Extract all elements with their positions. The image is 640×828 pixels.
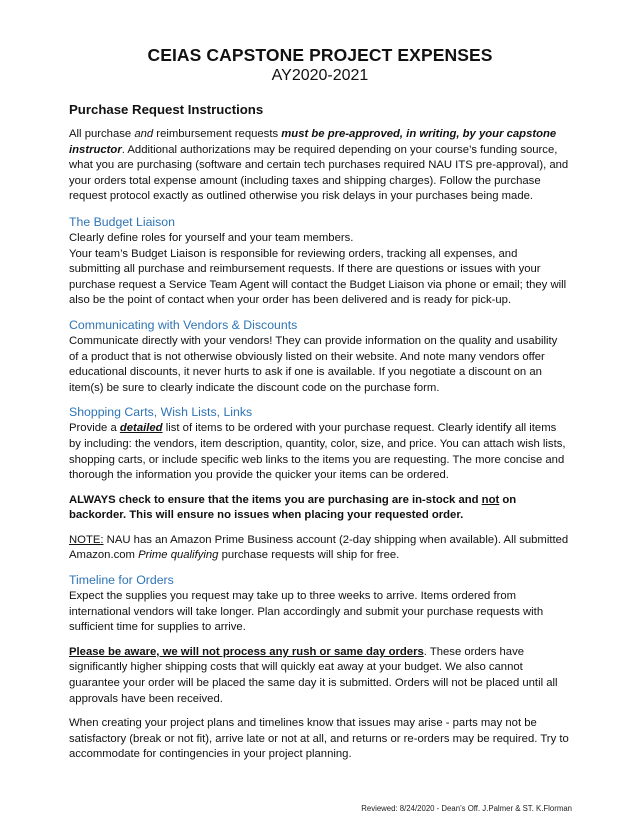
contingency-paragraph: When creating your project plans and timelines know that issues may arise - parts may not be satisfactory (break or not fit), arrive late or not at all, and returns or re-orders may be required. Try to accommodate for contingencies in your project planning.: [69, 717, 569, 761]
text-run: Provide a: [69, 422, 120, 435]
text-run: ALWAYS check to ensure that the items you are purchasing are in-stock and: [69, 493, 482, 506]
detailed-emphasis: detailed: [119, 422, 163, 435]
timeline-heading: Timeline for Orders: [69, 573, 174, 588]
timeline-paragraph: Expect the supplies you request may take up to three weeks to arrive. Items ordered from international vendors will take longer. Plan accordingly and submit your purchase requests with sufficient time for supplies to arrive.: [69, 590, 544, 634]
prime-emphasis: Prime qualifying: [138, 549, 219, 562]
pre-approval-emphasis: must be pre-approved, in writing, by your capstone instructor: [69, 128, 557, 156]
document-body: [69, 101, 569, 763]
text-run: . These orders have significantly higher shipping costs that will quickly eat away at your budget. We also cannot guarantee your order will be placed the same day it is submitted. Orders will not be placed until all approvals have been received.: [69, 645, 558, 705]
document-subtitle: AY2020-2021: [271, 67, 369, 84]
stock-warning-paragraph: [69, 493, 569, 524]
budget-liaison-paragraph: Your team’s Budget Liaison is responsible for reviewing orders, tracking all expenses, and submitting all purchase and reimbursement requests. If there are questions or issues with your purchase request a Service Team Agent will contact the Budget Liaison via phone or email; they will also be the point of contact when your order has been delivered and is ready for pick-up.: [69, 247, 567, 307]
text-run: . Additional authorizations may be required depending on your course’s funding source, what you are purchasing (software and certain tech purchases required NAU ITS pre-approval), and your orders total expense amount (including taxes and shipping charges). Follow the purchase request protocol exactly as outlined otherwise you risk delays in your purchases being made.: [69, 143, 569, 203]
review-footer: Reviewed: 8/24/2020 - Dean’s Off. J.Palmer & ST. K.Florman: [361, 804, 572, 813]
text-run: on backorder. This will ensure no issues when placing your requested order.: [69, 493, 517, 522]
shopping-paragraph: [69, 421, 569, 483]
text-run: NAU has an Amazon Prime Business account (2-day shipping when available). All submitted Amazon.com: [69, 533, 569, 562]
amazon-note-paragraph: [69, 533, 569, 564]
not-emphasis: not: [481, 493, 500, 506]
rush-orders-paragraph: [69, 645, 569, 707]
text-run: All purchase: [69, 128, 135, 140]
budget-liaison-heading: The Budget Liaison: [69, 214, 175, 229]
emphasis-and: and: [134, 128, 154, 140]
instructions-paragraph: [69, 127, 569, 205]
instructions-heading: Purchase Request Instructions: [69, 102, 264, 117]
document-title: CEIAS CAPSTONE PROJECT EXPENSES: [147, 45, 493, 65]
rush-orders-warning: Please be aware, we will not process any rush or same day orders: [69, 645, 424, 658]
vendors-heading: Communicating with Vendors & Discounts: [69, 317, 298, 332]
budget-liaison-line1: Clearly define roles for yourself and your team members.: [69, 231, 354, 244]
text-run: list of items to be ordered with your purchase request. Clearly identify all items by including: the vendors, item description, quantity, color, size, and price. You can attach wish lists, shopping carts, or include specific web links to the items you are requesting. The more concise and thorough the information you provide the quicker your items can be ordered.: [69, 422, 566, 482]
shopping-heading: Shopping Carts, Wish Lists, Links: [69, 405, 253, 420]
text-run: purchase requests will ship for free.: [218, 549, 400, 562]
vendors-paragraph: Communicate directly with your vendors! They can provide information on the quality and usability of a product that is not otherwise obviously listed on their website. And note many vendors offer educational discounts, it never hurts to ask if one is available. If you negotiate a discount on an item(s) be sure to clearly indicate the discount code on the purchase form.: [69, 334, 558, 394]
text-run: reimbursement requests: [153, 128, 282, 140]
note-label: NOTE:: [69, 533, 104, 546]
